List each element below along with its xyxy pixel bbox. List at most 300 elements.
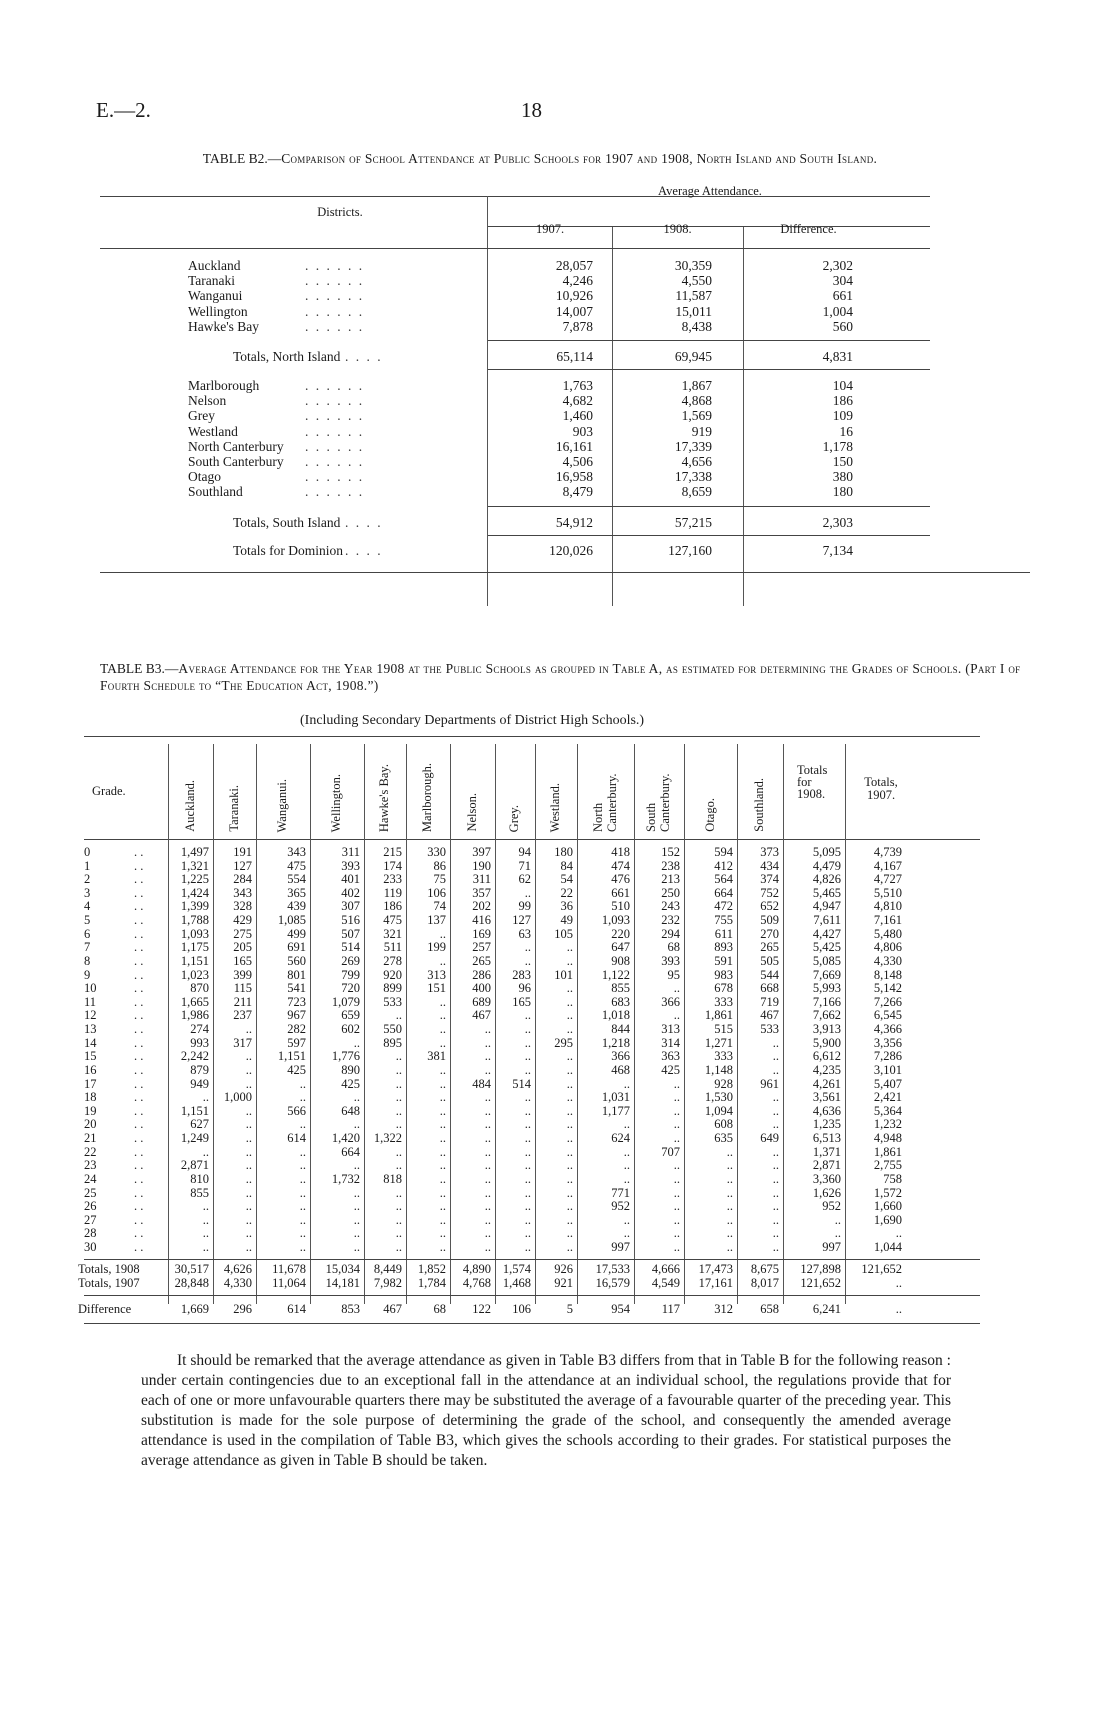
cell-value: 4,810	[873, 899, 902, 914]
cell-value: ..	[895, 1276, 902, 1291]
cell-value: ..	[524, 1035, 531, 1050]
cell-value: 1,093	[601, 913, 630, 928]
cell-value: ..	[245, 1185, 252, 1200]
value-1907: 4,246	[562, 273, 593, 289]
value-1907: 7,878	[562, 318, 593, 334]
cell-value: 250	[661, 885, 680, 900]
table-b3-row	[84, 1241, 980, 1255]
cell-value: 96	[518, 981, 531, 996]
table-b2-total-row	[100, 543, 930, 559]
cell-value: ..	[245, 1049, 252, 1064]
cell-value: 243	[661, 899, 680, 914]
cell-value: 544	[760, 967, 779, 982]
cell-value: ..	[726, 1185, 733, 1200]
cell-value: ..	[299, 1185, 306, 1200]
cell-value: 5,407	[873, 1076, 902, 1091]
table-b2-total-row	[100, 349, 930, 365]
value-1907: 120,026	[549, 542, 593, 558]
cell-value: 317	[233, 1035, 252, 1050]
cell-value: 4,261	[812, 1076, 841, 1091]
cell-value: ..	[566, 1144, 573, 1159]
cell-value: 94	[518, 845, 531, 859]
cell-value: 1,079	[331, 994, 360, 1009]
cell-value: 2,871	[812, 1158, 841, 1173]
cell-value: 509	[760, 913, 779, 928]
cell-value: ..	[673, 981, 680, 996]
cell-value: 1,861	[704, 1008, 733, 1023]
cell-value: 1,122	[601, 967, 630, 982]
table-b3-header-label: Marlborough.	[420, 762, 434, 832]
cell-value: 71	[518, 858, 531, 873]
table-b3-header-label: Southland.	[752, 778, 766, 832]
table-b3	[78, 736, 980, 1317]
table-b2-row	[100, 393, 930, 409]
table-b3-top-rule	[84, 736, 980, 737]
table-b2-row	[100, 469, 930, 485]
cell-value: 74	[433, 899, 446, 914]
cell-value: 429	[233, 913, 252, 928]
cell-value: ..	[772, 1212, 779, 1227]
cell-value: 3,913	[812, 1022, 841, 1037]
cell-value: 15,034	[325, 1261, 360, 1276]
cell-value: 4,366	[873, 1022, 902, 1037]
row-label: 26	[84, 1199, 97, 1214]
cell-value: 121,652	[861, 1261, 902, 1276]
leader-dots: . .	[134, 899, 144, 914]
cell-value: 296	[233, 1302, 252, 1317]
leader-dots: . .	[134, 1062, 144, 1077]
cell-value: ..	[623, 1171, 630, 1186]
cell-value: 17,161	[698, 1276, 733, 1291]
cell-value: ..	[439, 1158, 446, 1173]
table-b2	[100, 184, 1030, 616]
cell-value: 591	[714, 953, 733, 968]
cell-value: ..	[623, 1226, 630, 1241]
district-name: Westland	[188, 423, 238, 439]
cell-value: ..	[439, 1090, 446, 1105]
cell-value: 475	[383, 913, 402, 928]
cell-value: 314	[661, 1035, 680, 1050]
cell-value: 560	[287, 953, 306, 968]
cell-value: 908	[611, 953, 630, 968]
cell-value: ..	[202, 1199, 209, 1214]
cell-value: ..	[566, 1022, 573, 1037]
cell-value: ..	[726, 1239, 733, 1254]
cell-value: 127	[233, 858, 252, 873]
cell-value: ..	[245, 1022, 252, 1037]
cell-value: 467	[472, 1008, 491, 1023]
cell-value: 1,660	[873, 1199, 902, 1214]
cell-value: 1,574	[502, 1261, 531, 1276]
table-b3-row	[84, 1173, 980, 1187]
table-b2-row	[100, 378, 930, 394]
cell-value: 5,465	[812, 885, 841, 900]
cell-value: 321	[383, 926, 402, 941]
cell-value: ..	[395, 1199, 402, 1214]
row-label: 24	[84, 1171, 97, 1186]
cell-value: ..	[353, 1090, 360, 1105]
cell-value: 4,666	[651, 1261, 680, 1276]
district-name: Totals, South Island	[233, 514, 341, 530]
cell-value: 594	[714, 845, 733, 859]
value-difference: 2,302	[822, 258, 853, 273]
cell-value: ..	[772, 1103, 779, 1118]
table-b2-header-average: Average Attendance.	[658, 184, 762, 198]
value-difference: 109	[832, 408, 853, 424]
cell-value: 1,225	[180, 872, 209, 887]
row-label: 2	[84, 872, 91, 887]
cell-value: ..	[772, 1090, 779, 1105]
cell-value: 190	[472, 858, 491, 873]
cell-value: 4,626	[223, 1261, 252, 1276]
cell-value: ..	[673, 1076, 680, 1091]
cell-value: 602	[341, 1022, 360, 1037]
cell-value: 199	[427, 940, 446, 955]
leader-dots: . .	[134, 872, 144, 887]
table-b2-rule	[488, 369, 930, 370]
cell-value: 952	[822, 1199, 841, 1214]
leader-dots: . .	[134, 953, 144, 968]
table-b2-header-districts: Districts.	[317, 205, 363, 219]
table-b3-row	[84, 1037, 980, 1051]
cell-value: ..	[484, 1199, 491, 1214]
value-difference: 1,178	[822, 438, 853, 454]
table-b3-row	[84, 969, 980, 983]
cell-value: 1,530	[704, 1090, 733, 1105]
table-b3-header-cell	[634, 744, 684, 832]
table-b3-row	[84, 1105, 980, 1119]
cell-value: 4,479	[812, 858, 841, 873]
row-label: 13	[84, 1022, 97, 1037]
value-1908: 11,587	[675, 288, 712, 304]
table-b3-row	[84, 928, 980, 942]
cell-value: 119	[383, 885, 402, 900]
leader-dots: . .	[134, 1239, 144, 1254]
cell-value: 311	[472, 872, 491, 887]
cell-value: 49	[560, 913, 573, 928]
leader-dots: . .	[134, 1022, 144, 1037]
row-label: 21	[84, 1131, 97, 1146]
table-b3-row	[84, 860, 980, 874]
cell-value: 597	[287, 1035, 306, 1050]
cell-value: 286	[472, 967, 491, 982]
cell-value: ..	[353, 1117, 360, 1132]
cell-value: ..	[524, 1008, 531, 1023]
cell-value: ..	[524, 1062, 531, 1077]
table-b3-row	[84, 1227, 980, 1241]
cell-value: ..	[673, 1171, 680, 1186]
table-b3-header-cell	[406, 744, 450, 832]
cell-value: 893	[714, 940, 733, 955]
cell-value: 1,000	[223, 1090, 252, 1105]
cell-value: ..	[772, 1117, 779, 1132]
table-b3-header-label: Otago.	[702, 798, 717, 832]
cell-value: ..	[566, 1117, 573, 1132]
value-1907: 1,460	[562, 408, 593, 424]
cell-value: 54	[560, 872, 573, 887]
cell-value: 284	[233, 872, 252, 887]
leader-dots: . .	[134, 1035, 144, 1050]
cell-value: 416	[472, 913, 491, 928]
cell-value: 117	[661, 1302, 680, 1317]
leader-dots: . .	[134, 1226, 144, 1241]
remark-paragraph	[141, 1351, 951, 1471]
cell-value: ..	[299, 1144, 306, 1159]
cell-value: ..	[484, 1171, 491, 1186]
leader-dots: . . . . . .	[305, 438, 365, 454]
cell-value: ..	[566, 1062, 573, 1077]
cell-value: 237	[233, 1008, 252, 1023]
leader-dots: . .	[134, 1199, 144, 1214]
cell-value: 533	[383, 994, 402, 1009]
cell-value: 627	[190, 1117, 209, 1132]
cell-value: ..	[524, 1185, 531, 1200]
row-label: 17	[84, 1076, 97, 1091]
value-1908: 69,945	[674, 349, 712, 364]
cell-value: 474	[611, 858, 630, 873]
cell-value: ..	[395, 1117, 402, 1132]
table-b3-row	[84, 996, 980, 1010]
leader-dots: . .	[134, 1103, 144, 1118]
table-b3-totals-1907-row	[78, 1276, 980, 1291]
cell-value: 635	[714, 1131, 733, 1146]
cell-value: ..	[673, 1199, 680, 1214]
row-label: 11	[84, 994, 97, 1009]
value-1908: 15,011	[675, 303, 712, 319]
leader-dots: . . . . . .	[305, 393, 365, 409]
leader-dots: . .	[134, 885, 144, 900]
cell-value: 122	[472, 1302, 491, 1317]
cell-value: ..	[439, 1226, 446, 1241]
table-b3-header-cell	[310, 744, 364, 832]
cell-value: ..	[726, 1158, 733, 1173]
table-b3-difference-row	[78, 1302, 980, 1317]
table-b2-row	[100, 319, 930, 335]
leader-dots: . .	[134, 994, 144, 1009]
cell-value: 475	[287, 858, 306, 873]
table-b2-row	[100, 304, 930, 320]
cell-value: 397	[472, 845, 491, 859]
cell-value: ..	[623, 1076, 630, 1091]
cell-value: 363	[661, 1049, 680, 1064]
cell-value: ..	[834, 1226, 841, 1241]
value-1907: 54,912	[555, 514, 593, 530]
cell-value: ..	[566, 1212, 573, 1227]
table-b2-rule	[488, 340, 930, 341]
cell-value: 1,232	[873, 1117, 902, 1132]
cell-value: 36	[560, 899, 573, 914]
cell-value: 799	[341, 967, 360, 982]
cell-value: 8,675	[750, 1261, 779, 1276]
row-label: 12	[84, 1008, 97, 1023]
district-name: Wanganui	[188, 288, 243, 304]
cell-value: 1,788	[180, 913, 209, 928]
row-label: 30	[84, 1239, 97, 1254]
value-difference: 304	[832, 273, 853, 289]
cell-value: 165	[233, 953, 252, 968]
cell-value: 312	[714, 1302, 733, 1317]
cell-value: ..	[673, 1090, 680, 1105]
cell-value: 7,662	[812, 1008, 841, 1023]
value-1908: 1,867	[681, 378, 712, 393]
cell-value: 393	[661, 953, 680, 968]
cell-value: ..	[439, 1144, 446, 1159]
cell-value: ..	[439, 1239, 446, 1254]
value-1907: 16,161	[555, 438, 593, 454]
cell-value: 269	[341, 953, 360, 968]
cell-value: ..	[245, 1076, 252, 1091]
cell-value: 658	[760, 1302, 779, 1317]
table-b2-rule	[488, 535, 930, 536]
cell-value: ..	[524, 1212, 531, 1227]
cell-value: 165	[512, 994, 531, 1009]
leader-dots: . .	[134, 940, 144, 955]
cell-value: ..	[566, 1158, 573, 1173]
cell-value: 1,399	[180, 899, 209, 914]
cell-value: 707	[661, 1144, 680, 1159]
leader-dots: . . . . . .	[305, 303, 365, 319]
cell-value: 7,166	[812, 994, 841, 1009]
cell-value: 614	[287, 1302, 306, 1317]
leader-dots: . .	[134, 1049, 144, 1064]
cell-value: ..	[395, 1185, 402, 1200]
cell-value: 649	[760, 1131, 779, 1146]
cell-value: 401	[341, 872, 360, 887]
value-1908: 4,550	[681, 273, 712, 289]
value-difference: 7,134	[822, 542, 853, 558]
cell-value: 275	[233, 926, 252, 941]
cell-value: 1,852	[417, 1261, 446, 1276]
table-b3-bottom-rule	[84, 1323, 980, 1324]
row-label: 6	[84, 926, 91, 941]
cell-value: 541	[287, 981, 306, 996]
cell-value: 1,023	[180, 967, 209, 982]
table-b2-caption-lead: TABLE B2.—	[202, 151, 282, 166]
cell-value: ..	[895, 1226, 902, 1241]
cell-value: ..	[353, 1212, 360, 1227]
cell-value: 648	[341, 1103, 360, 1118]
table-b3-header-cell	[737, 744, 783, 832]
cell-value: 468	[611, 1062, 630, 1077]
cell-value: 393	[341, 858, 360, 873]
district-name: Grey	[188, 408, 215, 424]
cell-value: ..	[484, 1144, 491, 1159]
cell-value: 5,480	[873, 926, 902, 941]
cell-value: 652	[760, 899, 779, 914]
cell-value: ..	[484, 1022, 491, 1037]
table-b3-row	[84, 1118, 980, 1132]
value-1907: 903	[572, 423, 593, 439]
cell-value: ..	[439, 1103, 446, 1118]
cell-value: 343	[287, 845, 306, 859]
cell-value: 1,151	[277, 1049, 306, 1064]
cell-value: ..	[524, 1090, 531, 1105]
cell-value: 6,612	[812, 1049, 841, 1064]
cell-value: 920	[383, 967, 402, 982]
cell-value: 993	[190, 1035, 209, 1050]
cell-value: 333	[714, 994, 733, 1009]
table-b3-header-totals-1907: Totals, 1907.	[864, 775, 898, 802]
leader-dots: . .	[134, 1158, 144, 1173]
cell-value: 1,861	[873, 1144, 902, 1159]
table-b3-header-label: South Canterbury.	[644, 773, 672, 832]
cell-value: 1,468	[502, 1276, 531, 1291]
cell-value: ..	[439, 1022, 446, 1037]
cell-value: 180	[554, 845, 573, 859]
table-b3-row	[84, 873, 980, 887]
cell-value: ..	[566, 1103, 573, 1118]
leader-dots: . .	[134, 1131, 144, 1146]
cell-value: 4,549	[651, 1276, 680, 1291]
row-label: 8	[84, 953, 91, 968]
cell-value: 215	[383, 845, 402, 859]
cell-value: 4,947	[812, 899, 841, 914]
table-b2-row	[100, 424, 930, 440]
district-name: Auckland	[188, 258, 241, 273]
cell-value: 4,826	[812, 872, 841, 887]
cell-value: ..	[202, 1144, 209, 1159]
cell-value: 1,148	[704, 1062, 733, 1077]
cell-value: 365	[287, 885, 306, 900]
table-b3-subcaption: (Including Secondary Departments of District High Schools.)	[300, 713, 645, 728]
cell-value: 2,755	[873, 1158, 902, 1173]
cell-value: ..	[524, 1239, 531, 1254]
cell-value: 1,690	[873, 1212, 902, 1227]
table-b3-header-cell	[495, 744, 535, 832]
cell-value: ..	[484, 1049, 491, 1064]
cell-value: 4,636	[812, 1103, 841, 1118]
cell-value: 1,669	[180, 1302, 209, 1317]
cell-value: 1,732	[331, 1171, 360, 1186]
leader-dots: . .	[134, 1117, 144, 1132]
cell-value: ..	[202, 1226, 209, 1241]
cell-value: 952	[611, 1199, 630, 1214]
cell-value: 664	[714, 885, 733, 900]
leader-dots: . .	[134, 1171, 144, 1186]
cell-value: 311	[341, 845, 360, 859]
row-label: Totals, 1908	[78, 1261, 140, 1276]
cell-value: 6,241	[812, 1302, 841, 1317]
cell-value: 921	[554, 1276, 573, 1291]
cell-value: ..	[772, 1226, 779, 1241]
value-difference: 186	[832, 393, 853, 409]
cell-value: 511	[383, 940, 402, 955]
cell-value: 439	[287, 899, 306, 914]
cell-value: ..	[772, 1171, 779, 1186]
table-b3-row	[84, 900, 980, 914]
table-b3-row	[84, 1023, 980, 1037]
value-1908: 8,659	[681, 484, 712, 500]
value-difference: 4,831	[822, 349, 853, 364]
cell-value: ..	[439, 1062, 446, 1077]
table-b3-header-label: Westland.	[548, 782, 562, 832]
cell-value: ..	[623, 1117, 630, 1132]
cell-value: 399	[233, 967, 252, 982]
cell-value: 7,611	[813, 913, 841, 928]
table-b3-row	[84, 1078, 980, 1092]
table-b3-header-cell	[450, 744, 495, 832]
leader-dots: . . . . . .	[305, 378, 365, 393]
cell-value: ..	[484, 1035, 491, 1050]
cell-value: ..	[484, 1212, 491, 1227]
leader-dots: . . . . . .	[305, 423, 365, 439]
leader-dots: . .	[134, 1008, 144, 1023]
cell-value: 1,321	[180, 858, 209, 873]
cell-value: ..	[299, 1076, 306, 1091]
cell-value: 232	[661, 913, 680, 928]
cell-value: 949	[190, 1076, 209, 1091]
cell-value: ..	[524, 1131, 531, 1146]
